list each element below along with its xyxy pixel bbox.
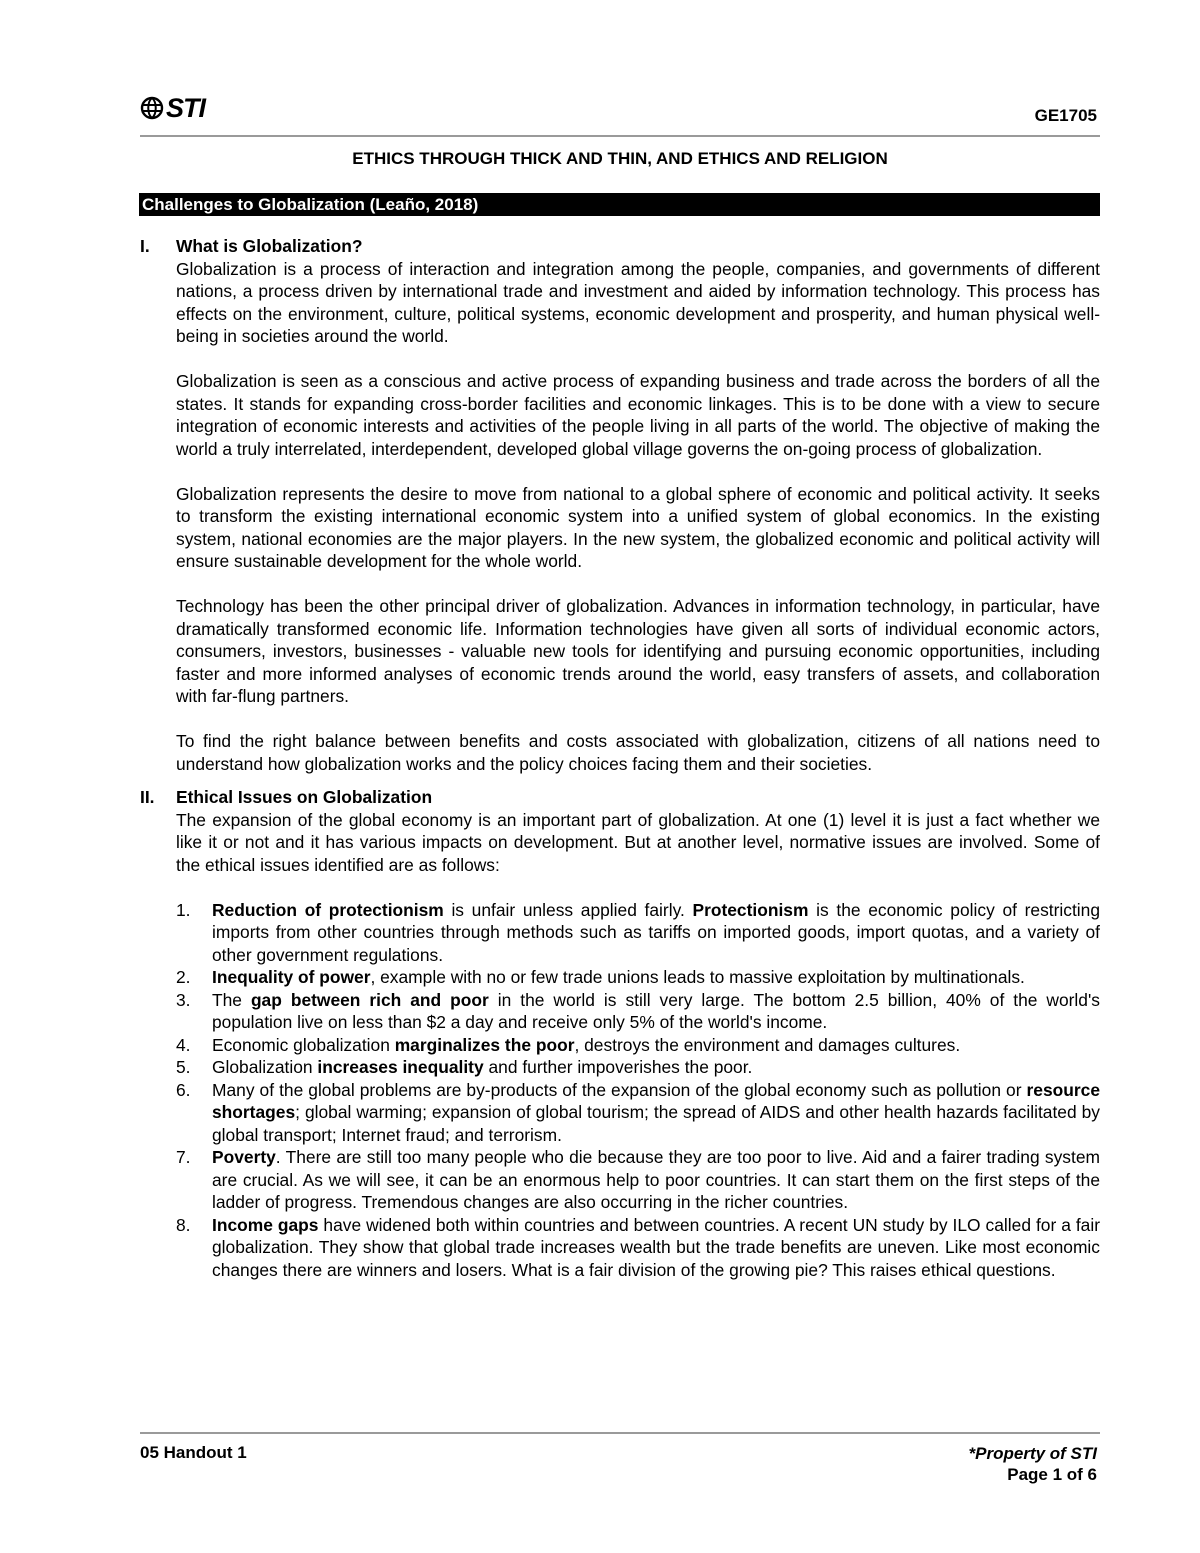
paragraph: Technology has been the other principal driver of globalization. Advances in information technology, in particular, have dramatically transformed economic life. Information technologies have given all sorts of individual economic actors, consumers, investors, businesses - valuable new tools for identifying and pursuing economic opportunities, including faster and more informed analyses of economic trends around the world, easy transfers of assets, and collaboration with far-flung partners. [176,596,1100,706]
page-number: Page 1 of 6 [1007,1465,1097,1484]
list-number: 1. [176,899,191,920]
document-title: ETHICS THROUGH THICK AND THIN, AND ETHICS AND RELIGION [352,149,888,168]
list-item [176,1079,1100,1147]
bold-term: Income gaps [212,1214,319,1235]
text-run: ; global warming; expansion of global tourism; the spread of AIDS and other health hazards facilitated by global transport; Internet fraud; and terrorism. [212,1102,1100,1145]
list-item-text [212,1056,1100,1079]
list-item-text [212,966,1100,989]
text-run: is the economic policy of restricting imports from other countries through methods such as tariffs on imported goods, import quotas, and a variety of other government regulations. [212,899,1100,965]
text-run: is unfair unless applied fairly. [443,899,693,920]
paragraph: The expansion of the global economy is an important part of globalization. At one (1) level it is just a fact whether we like it or not and it has various impacts on development. But at another level, normative issues are involved. Some of the ethical issues identified are as follows: [176,809,1100,875]
course-code: GE1705 [1034,106,1097,125]
list-item-text [212,1214,1100,1282]
section-numeral: I. [140,236,150,256]
list-item [176,966,1100,989]
bold-term: Poverty [212,1147,276,1167]
text-run: and further impoverishes the poor. [483,1057,753,1077]
text-run: The [212,989,251,1010]
section-title: What is Globalization? [176,236,363,256]
bold-term: gap between rich and poor [250,989,489,1010]
document-body [140,235,1100,1281]
list-item [176,1146,1100,1214]
bold-term: Inequality of power [212,967,371,987]
section-title: Ethical Issues on Globalization [176,787,433,807]
list-item-text [212,1079,1100,1147]
sti-logo [140,93,206,123]
section-what-is-globalization [140,235,1100,775]
footer-right [969,1443,1097,1485]
list-number: 6. [176,1079,191,1100]
list-item [176,1214,1100,1282]
list-item-text [212,899,1100,967]
list-item [176,899,1100,967]
property-notice: *Property of STI [968,1444,1097,1463]
text-run: Globalization [212,1057,318,1077]
text-run: in the world is still very large. The bottom 2.5 billion, 40% of the world's population live on less than $2 a day and receive only 5% of the world's income. [212,989,1100,1032]
bold-term: Reduction of protectionism [212,899,444,920]
list-number: 4. [176,1034,191,1055]
list-number: 8. [176,1214,191,1235]
ethical-issues-list [176,899,1100,1282]
bold-term: Protectionism [692,899,809,920]
list-item [176,1056,1100,1079]
text-run: have widened both within countries and between countries. A recent UN study by ILO called for a fair globalization. They show that global trade increases wealth but the trade benefits are uneven. Like most economic changes there are winners and losers. What is a fair division of the growing pie? This raises ethical questions. [212,1214,1101,1280]
list-item [176,989,1100,1034]
logo-text: STI [166,93,206,123]
list-number: 3. [176,989,191,1010]
section-ethical-issues [140,786,1100,1281]
handout-label: 05 Handout 1 [140,1443,247,1462]
text-run: , example with no or few trade unions leads to massive exploitation by multinationals. [370,967,1025,987]
paragraph: Globalization is seen as a conscious and active process of expanding business and trade across the borders of all the states. It stands for expanding cross-border facilities and economic linkages. This is to be done with a view to secure integration of economic interests and activities of the people living in all parts of the world. The objective of making the world a truly interrelated, interdependent, developed global village governs the on-going process of globalization. [176,371,1100,459]
list-number: 5. [176,1057,191,1077]
list-number: 7. [176,1147,191,1167]
paragraph: Globalization is a process of interaction and integration among the people, companies, and governments of different nations, a process driven by international trade and investment and aided by information technology. This process has effects on the environment, culture, political systems, economic development and prosperity, and human physical well-being in societies around the world. [176,258,1100,346]
globe-icon [140,96,164,120]
paragraph: Globalization represents the desire to move from national to a global sphere of economic and political activity. It seeks to transform the existing international economic system into a unified system of global economics. In the existing system, national economies are the major players. In the new system, the globalized economic and political activity will ensure sustainable development for the whole world. [176,483,1100,571]
list-number: 2. [176,967,191,987]
bold-term: resource shortages [212,1079,1100,1122]
section-heading-bar: Challenges to Globalization (Leaño, 2018) [139,193,1100,216]
list-item-text [212,1146,1100,1214]
text-run: Economic globalization [212,1034,395,1055]
header-divider [140,135,1100,137]
section-numeral: II. [140,787,155,807]
text-run: . There are still too many people who die because they are too poor to live. Aid and a fairer trading system are crucial. As we will see, it can be an enormous help to poor countries. It can start them on the first steps of the ladder of progress. Tremendous changes are also occurring in the richer countries. [212,1147,1100,1212]
text-run: , destroys the environment and damages cultures. [574,1034,961,1055]
bold-term: increases inequality [317,1057,484,1077]
list-item-text [212,989,1100,1034]
list-item [176,1034,1100,1057]
bold-term: marginalizes the poor [394,1034,575,1055]
list-item-text [212,1034,1100,1057]
footer-divider [140,1432,1100,1434]
paragraph: To find the right balance between benefits and costs associated with globalization, citizens of all nations need to understand how globalization works and the policy choices facing them and their societies. [176,731,1100,774]
text-run: Many of the global problems are by-products of the expansion of the global economy such as pollution or [212,1079,1027,1100]
